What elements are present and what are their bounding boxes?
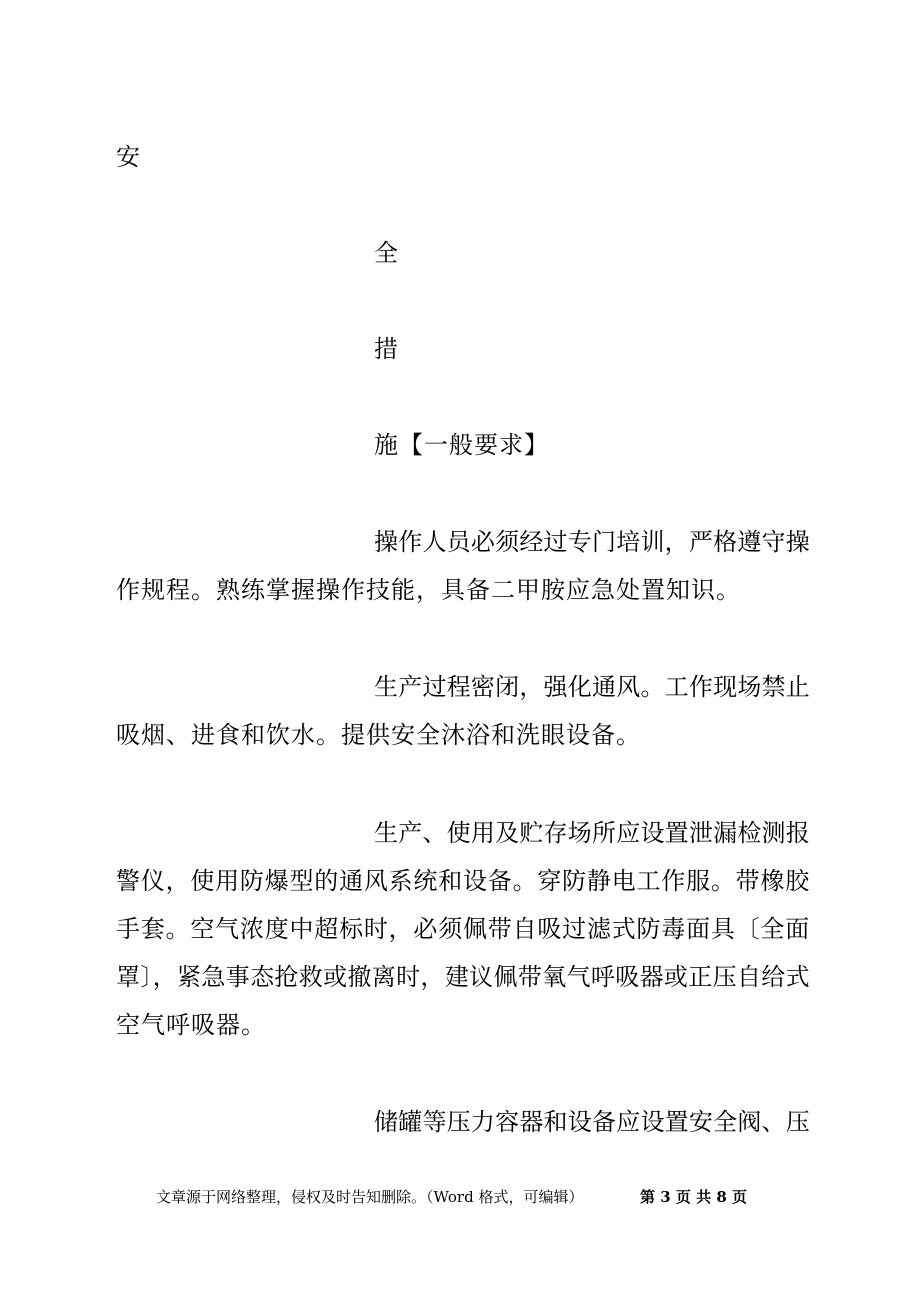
paragraph-3-line-5: 空气呼吸器。 [116, 1011, 266, 1039]
paragraph-2-line-1: 生产过程密闭，强化通风。工作现场禁止 [374, 673, 810, 701]
paragraph-1-line-1: 操作人员必须经过专门培训，严格遵守操 [374, 528, 810, 556]
paragraph-3-line-1: 生产、使用及贮存场所应设置泄漏检测报 [374, 819, 810, 847]
paragraph-2-line-2: 吸烟、进食和饮水。提供安全沐浴和洗眼设备。 [116, 721, 641, 749]
heading-char-1: 安 [116, 143, 141, 171]
heading-char-2: 全 [374, 239, 399, 267]
paragraph-3-line-2: 警仪，使用防爆型的通风系统和设备。穿防静电工作服。带橡胶 [116, 867, 810, 895]
page-footer [156, 1186, 776, 1208]
paragraph-3-line-4: 罩〕，紧急事态抢救或撤离时，建议佩带氧气呼吸器或正压自给式 [116, 963, 810, 991]
page-number: 第 3 页 共 8 页 [640, 1188, 747, 1206]
paragraph-1-line-2: 作规程。熟练掌握操作技能，具备二甲胺应急处置知识。 [116, 576, 741, 604]
paragraph-4-line-1: 储罐等压力容器和设备应设置安全阀、压 [374, 1108, 810, 1136]
heading-char-3: 措 [374, 335, 399, 363]
section-heading: 施【一般要求】 [374, 431, 549, 459]
paragraph-3-line-3: 手套。空气浓度中超标时，必须佩带自吸过滤式防毒面具〔全面 [116, 915, 810, 943]
footer-note: 文章源于网络整理，侵权及时告知删除。（Word 格式，可编辑） [156, 1188, 584, 1206]
